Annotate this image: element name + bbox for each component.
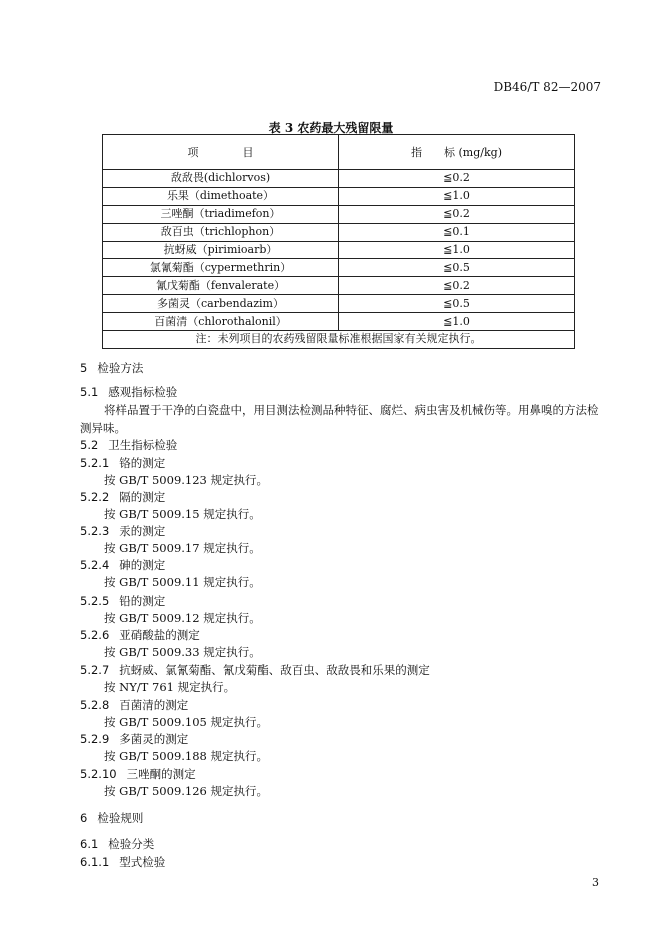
table-header-row (103, 135, 575, 170)
section-title: 检验方法 (97, 361, 144, 375)
standard-id: DB46/T 82—2007 (493, 80, 601, 94)
header-index: 指 标 (mg/kg) (339, 135, 575, 170)
section-text: 按 GB/T 5009.126 规定执行。 (104, 784, 269, 798)
subsection-heading (80, 557, 165, 573)
section-text: 按 GB/T 5009.123 规定执行。 (104, 473, 269, 487)
pesticide-name: 敌百虫（trichlophon） (103, 223, 339, 241)
section-title: 卫生指标检验 (108, 438, 178, 452)
section-number: 5.2.2 (80, 490, 110, 504)
limit-value: ≦0.2 (339, 170, 575, 188)
section-heading (80, 836, 154, 852)
section-title: 铬的测定 (119, 456, 166, 470)
table-row (103, 313, 575, 331)
table-note-row (103, 331, 575, 349)
limit-value: ≦1.0 (339, 241, 575, 259)
section-title: 百菌清的测定 (119, 698, 189, 712)
section-title: 铅的测定 (119, 594, 166, 608)
section-text: 按 GB/T 5009.33 规定执行。 (104, 645, 261, 659)
section-text: 按 GB/T 5009.15 规定执行。 (104, 507, 261, 521)
section-title: 感观指标检验 (108, 385, 178, 399)
subsection-heading (80, 854, 165, 870)
table-row (103, 223, 575, 241)
table-row (103, 259, 575, 277)
page-number: 3 (592, 876, 599, 889)
section-heading (80, 437, 177, 453)
subsection-heading (80, 731, 188, 747)
limit-value: ≦0.1 (339, 223, 575, 241)
table-row (103, 295, 575, 313)
section-number: 5.2.8 (80, 698, 110, 712)
section-heading (80, 384, 177, 400)
section-number: 5.2.5 (80, 594, 110, 608)
subsection-heading (80, 766, 196, 782)
section-heading (80, 360, 143, 376)
section-title: 抗蚜威、氯氰菊酯、氰戊菊酯、敌百虫、敌敌畏和乐果的测定 (119, 663, 430, 677)
pesticide-name: 多菌灵（carbendazim） (103, 295, 339, 313)
limit-value: ≦1.0 (339, 187, 575, 205)
table-row (103, 241, 575, 259)
section-title: 砷的测定 (119, 558, 166, 572)
table-note: 注：未列项目的农药残留限量标准根据国家有关规定执行。 (103, 331, 575, 349)
section-paragraph: 将样品置于干净的白瓷盘中，用目测法检测品种特征、腐烂、病虫害及机械伤等。用鼻嗅的方法检测异味。 (80, 403, 599, 435)
header-item: 项 目 (103, 135, 339, 170)
table-row (103, 205, 575, 223)
section-number: 5.2.1 (80, 456, 110, 470)
subsection-heading (80, 697, 188, 713)
section-title: 三唑酮的测定 (126, 767, 196, 781)
section-text: 按 GB/T 5009.188 规定执行。 (104, 749, 269, 763)
limit-value: ≦0.5 (339, 259, 575, 277)
table-row (103, 187, 575, 205)
limit-value: ≦0.5 (339, 295, 575, 313)
section-title: 多菌灵的测定 (119, 732, 189, 746)
limit-value: ≦0.2 (339, 277, 575, 295)
section-number: 6 (80, 811, 88, 825)
section-number: 6.1 (80, 837, 99, 851)
section-number: 6.1.1 (80, 855, 110, 869)
section-number: 5.2.6 (80, 628, 110, 642)
section-title: 隔的测定 (119, 490, 166, 504)
section-number: 5.2.3 (80, 524, 110, 538)
pesticide-name: 氰戊菊酯（fenvalerate） (103, 277, 339, 295)
section-text: 按 GB/T 5009.11 规定执行。 (104, 575, 261, 589)
limit-value: ≦1.0 (339, 313, 575, 331)
section-number: 5.2.10 (80, 767, 117, 781)
section-title: 检验规则 (97, 811, 144, 825)
section-title: 亚硝酸盐的测定 (119, 628, 200, 642)
section-text: 按 NY/T 761 规定执行。 (104, 680, 236, 694)
section-number: 5.2.4 (80, 558, 110, 572)
section-heading (80, 810, 143, 826)
section-text: 按 GB/T 5009.17 规定执行。 (104, 541, 261, 555)
subsection-heading (80, 523, 165, 539)
subsection-heading (80, 489, 165, 505)
residue-limit-table (102, 134, 575, 349)
section-title: 汞的测定 (119, 524, 166, 538)
section-number: 5.2 (80, 438, 99, 452)
subsection-heading (80, 593, 165, 609)
section-number: 5.1 (80, 385, 99, 399)
subsection-heading (80, 455, 165, 471)
section-text: 按 GB/T 5009.105 规定执行。 (104, 715, 269, 729)
subsection-heading (80, 662, 430, 678)
subsection-heading (80, 627, 200, 643)
pesticide-name: 百菌清（chlorothalonil） (103, 313, 339, 331)
section-title: 型式检验 (119, 855, 166, 869)
pesticide-name: 氯氰菊酯（cypermethrin） (103, 259, 339, 277)
pesticide-name: 敌敌畏(dichlorvos) (103, 170, 339, 188)
section-number: 5.2.7 (80, 663, 110, 677)
limit-value: ≦0.2 (339, 205, 575, 223)
section-title: 检验分类 (108, 837, 155, 851)
section-number: 5.2.9 (80, 732, 110, 746)
pesticide-name: 抗蚜威（pirimioarb） (103, 241, 339, 259)
table-title: 表 3 农药最大残留限量 (268, 121, 394, 135)
section-number: 5 (80, 361, 88, 375)
table-row (103, 277, 575, 295)
section-text: 按 GB/T 5009.12 规定执行。 (104, 611, 261, 625)
pesticide-name: 三唑酮（triadimefon） (103, 205, 339, 223)
pesticide-name: 乐果（dimethoate） (103, 187, 339, 205)
table-row (103, 170, 575, 188)
